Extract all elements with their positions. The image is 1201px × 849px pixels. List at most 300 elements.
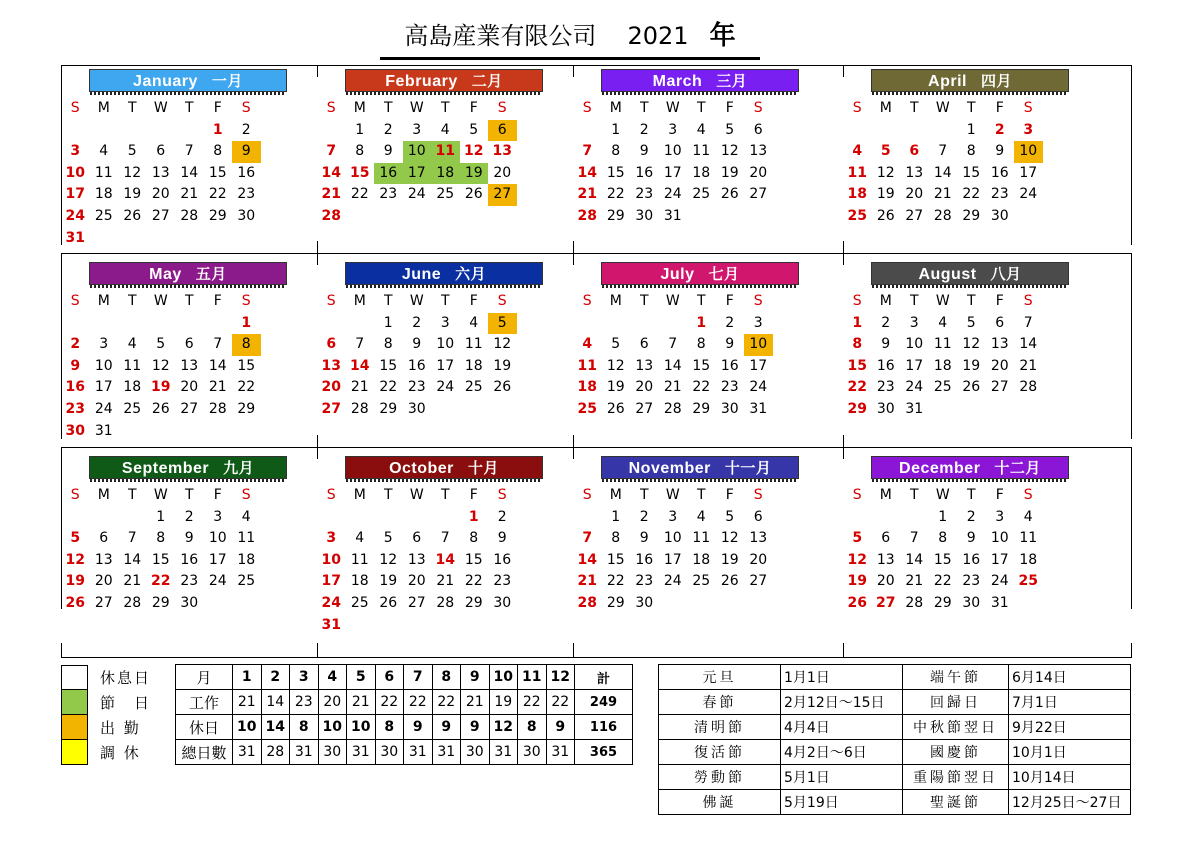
day-cell: 5 (725, 508, 735, 525)
day-cell: 30 (180, 594, 199, 611)
weekday-label: W (935, 487, 950, 503)
month-may (61, 262, 279, 442)
day-cell: 12 (720, 530, 739, 547)
month-name-zh: 八月 (990, 265, 1022, 283)
day-cell: 25 (94, 207, 113, 224)
holiday-row (659, 715, 1131, 740)
weekday-label: T (127, 487, 137, 503)
holiday-name: 勞動節 (659, 765, 781, 790)
day-cell: 6 (326, 336, 337, 353)
day-cell: 7 (938, 143, 948, 160)
day-cell: 14 (1019, 336, 1038, 353)
day-cell: 7 (909, 530, 919, 547)
legend (61, 665, 151, 765)
day-cell: 30 (65, 422, 85, 439)
week-row (573, 163, 791, 185)
weekday-label: M (609, 487, 622, 503)
empty-day (61, 313, 90, 335)
empty-day (602, 313, 631, 335)
stats-cell: 8 (518, 715, 547, 740)
day-cell: 4 (355, 530, 365, 547)
week-row (843, 356, 1061, 378)
month-name: February (385, 73, 458, 90)
week-row (61, 571, 279, 593)
month-name-zh: 十二月 (994, 459, 1041, 477)
stats-row-total: 116 (575, 715, 633, 740)
week-row (61, 507, 279, 529)
weekday-label: T (966, 487, 976, 503)
day-cell: 13 (492, 143, 512, 160)
day-cell: 16 (493, 551, 512, 568)
day-cell: 17 (403, 163, 432, 185)
empty-day (90, 507, 119, 529)
stats-cell: 12 (489, 715, 518, 740)
day-grid (61, 291, 279, 442)
day-cell: 7 (184, 143, 194, 160)
empty-day (1014, 593, 1043, 615)
day-cell: 23 (407, 379, 426, 396)
day-cell: 14 (577, 164, 597, 181)
day-cell: 19 (720, 164, 739, 181)
weekday-label: S (852, 293, 862, 309)
weekday-label: S (326, 293, 336, 309)
weekday-label: S (1023, 100, 1033, 116)
weekday-row (317, 98, 535, 120)
day-cell: 3 (909, 314, 919, 331)
empty-day (900, 507, 929, 529)
day-cell: 25 (123, 400, 142, 417)
weekday-label: F (725, 487, 734, 503)
day-cell: 28 (905, 594, 924, 611)
month-name-zh: 九月 (223, 459, 255, 477)
day-cell: 17 (94, 379, 113, 396)
day-cell: 19 (606, 379, 625, 396)
stats-cell: 30 (375, 740, 404, 765)
weekday-label: F (725, 293, 734, 309)
day-cell: 18 (933, 357, 952, 374)
day-cell: 16 (635, 551, 654, 568)
weekday-label: W (665, 100, 680, 116)
week-row (573, 571, 791, 593)
month-header (601, 262, 799, 285)
empty-day (317, 313, 346, 335)
week-row (61, 334, 279, 356)
year-number: 2021 (627, 22, 689, 50)
frame-line (61, 253, 1132, 254)
stats-cell: 22 (546, 690, 575, 715)
day-cell: 10 (94, 357, 113, 374)
week-row (843, 593, 1061, 615)
empty-day (929, 120, 958, 142)
legend-swatch (61, 715, 88, 740)
stats-cell: 28 (261, 740, 290, 765)
day-cell: 16 (374, 163, 403, 185)
empty-day (986, 399, 1015, 421)
month-header (601, 456, 799, 479)
weekday-label: W (153, 487, 168, 503)
weekday-label: T (696, 100, 706, 116)
empty-day (1014, 399, 1043, 421)
day-cell: 12 (493, 336, 512, 353)
day-cell: 19 (460, 163, 489, 185)
empty-day (61, 507, 90, 529)
day-cell: 27 (407, 594, 426, 611)
day-cell: 17 (208, 551, 227, 568)
day-cell: 18 (431, 163, 460, 185)
day-cell: 12 (379, 551, 398, 568)
empty-day (346, 615, 375, 637)
weekday-label: S (241, 100, 251, 116)
day-cell: 3 (213, 508, 223, 525)
weekday-label: W (153, 100, 168, 116)
day-cell: 9 (412, 336, 422, 353)
month-name: August (918, 266, 977, 283)
day-cell: 28 (321, 207, 341, 224)
empty-day (204, 593, 233, 615)
stats-cell: 21 (347, 690, 376, 715)
month-october (317, 456, 535, 636)
weekday-label: S (753, 487, 763, 503)
day-grid (317, 98, 535, 228)
weekday-label: F (995, 293, 1004, 309)
month-header (601, 69, 799, 92)
empty-day (90, 313, 119, 335)
day-cell: 20 (94, 573, 113, 590)
weekday-label: M (353, 487, 366, 503)
empty-day (118, 507, 147, 529)
day-cell: 23 (635, 186, 654, 203)
day-cell: 22 (606, 573, 625, 590)
day-grid (317, 485, 535, 636)
day-cell: 10 (990, 530, 1009, 547)
day-cell: 12 (876, 164, 895, 181)
day-cell: 19 (720, 551, 739, 568)
day-cell: 7 (127, 530, 137, 547)
frame-line (843, 643, 844, 658)
weekday-row (843, 98, 1061, 120)
day-cell: 1 (611, 121, 621, 138)
day-cell: 3 (412, 121, 422, 138)
day-cell: 21 (933, 186, 952, 203)
day-cell: 2 (412, 314, 422, 331)
month-header (871, 262, 1069, 285)
day-cell: 10 (208, 530, 227, 547)
empty-day (573, 120, 602, 142)
day-cell: 30 (876, 400, 895, 417)
day-cell: 5 (469, 121, 479, 138)
frame-line (1131, 253, 1132, 439)
empty-day (872, 507, 901, 529)
day-cell: 15 (208, 164, 227, 181)
stats-cell: 9 (404, 715, 433, 740)
day-cell: 6 (995, 314, 1005, 331)
stats-cell: 23 (290, 690, 319, 715)
day-cell: 27 (94, 594, 113, 611)
day-cell: 10 (905, 336, 924, 353)
weekday-label: M (879, 100, 892, 116)
empty-day (929, 399, 958, 421)
holiday-date: 6月14日 (1009, 665, 1131, 690)
day-cell: 28 (180, 207, 199, 224)
day-cell: 20 (635, 379, 654, 396)
weekday-row (61, 291, 279, 313)
day-cell: 11 (933, 336, 952, 353)
day-cell: 4 (1023, 508, 1033, 525)
week-row (843, 120, 1061, 142)
empty-day (346, 507, 375, 529)
day-cell: 18 (1019, 551, 1038, 568)
calendar-frame (61, 65, 1132, 658)
day-cell: 16 (990, 164, 1009, 181)
day-cell: 25 (933, 379, 952, 396)
day-cell: 5 (611, 336, 621, 353)
frame-line (61, 65, 1132, 66)
month-name: June (401, 266, 442, 283)
stats-row (176, 715, 633, 740)
day-cell: 2 (725, 314, 735, 331)
day-cell: 8 (696, 336, 706, 353)
holiday-name: 春節 (659, 690, 781, 715)
day-cell: 13 (151, 164, 170, 181)
empty-day (872, 120, 901, 142)
day-cell: 20 (180, 379, 199, 396)
empty-day (374, 206, 403, 228)
day-cell: 31 (65, 229, 85, 246)
weekday-label: T (909, 293, 919, 309)
day-cell: 21 (321, 186, 341, 203)
day-cell: 9 (639, 530, 649, 547)
day-cell: 15 (933, 551, 952, 568)
empty-day (573, 313, 602, 335)
stats-row (176, 690, 633, 715)
day-cell: 24 (749, 379, 768, 396)
week-row (61, 593, 279, 615)
stats-month-number: 1 (233, 665, 262, 690)
day-cell: 27 (876, 594, 896, 611)
day-cell: 12 (847, 551, 867, 568)
week-row (573, 399, 791, 421)
day-cell: 3 (326, 530, 337, 547)
empty-day (175, 421, 204, 443)
holiday-name: 端午節 (903, 665, 1009, 690)
day-cell: 10 (663, 143, 682, 160)
weekday-label: S (70, 100, 80, 116)
day-cell: 4 (241, 508, 251, 525)
weekday-row (317, 485, 535, 507)
stats-month-number: 11 (518, 665, 547, 690)
day-cell: 5 (725, 121, 735, 138)
day-cell: 4 (582, 336, 593, 353)
day-cell: 11 (1019, 530, 1038, 547)
day-cell: 1 (355, 121, 365, 138)
day-cell: 18 (847, 186, 867, 203)
day-cell: 26 (606, 400, 625, 417)
day-cell: 15 (237, 357, 256, 374)
weekday-label: S (582, 293, 592, 309)
month-name: May (149, 266, 182, 283)
week-row (573, 550, 791, 572)
day-cell: 7 (582, 530, 593, 547)
frame-line (1131, 447, 1132, 609)
day-grid (573, 485, 791, 615)
day-cell: 21 (1019, 357, 1038, 374)
day-cell: 17 (905, 357, 924, 374)
day-cell: 26 (720, 186, 739, 203)
empty-day (687, 593, 716, 615)
week-row (573, 356, 791, 378)
empty-day (460, 399, 489, 421)
day-cell: 8 (852, 336, 863, 353)
week-row (61, 120, 279, 142)
frame-line (61, 447, 1132, 448)
day-cell: 23 (379, 186, 398, 203)
week-row (317, 141, 535, 163)
holiday-date: 5月1日 (781, 765, 903, 790)
day-cell: 17 (990, 551, 1009, 568)
stats-row-label: 休日 (176, 715, 233, 740)
day-cell: 29 (847, 400, 867, 417)
day-cell: 24 (94, 400, 113, 417)
day-cell: 8 (156, 530, 166, 547)
week-row (61, 228, 279, 250)
empty-day (488, 615, 517, 637)
day-cell: 7 (1023, 314, 1033, 331)
stats-row-label: 工作 (176, 690, 233, 715)
month-january (61, 69, 279, 249)
day-cell: 18 (464, 357, 483, 374)
day-cell: 22 (962, 186, 981, 203)
stats-cell: 22 (518, 690, 547, 715)
day-cell: 5 (70, 530, 81, 547)
day-cell: 4 (440, 121, 450, 138)
week-row (573, 507, 791, 529)
day-cell: 19 (379, 573, 398, 590)
month-name-zh: 十一月 (724, 459, 772, 477)
day-cell: 14 (577, 551, 597, 568)
stats-month-number: 5 (347, 665, 376, 690)
empty-day (843, 507, 872, 529)
stats-row-total: 365 (575, 740, 633, 765)
day-cell: 2 (639, 121, 649, 138)
week-row (317, 334, 535, 356)
weekday-label: T (696, 293, 706, 309)
day-cell: 27 (749, 186, 768, 203)
day-cell: 15 (464, 551, 483, 568)
day-cell: 23 (720, 379, 739, 396)
day-cell: 6 (753, 508, 763, 525)
weekday-label: M (353, 293, 366, 309)
month-name-zh: 七月 (708, 265, 740, 283)
empty-day (147, 421, 176, 443)
stats-month-number: 4 (318, 665, 347, 690)
weekday-row (573, 98, 791, 120)
day-cell: 14 (905, 551, 924, 568)
week-row (843, 141, 1061, 163)
stats-cell: 10 (318, 715, 347, 740)
holiday-name: 聖誕節 (903, 790, 1009, 815)
day-cell: 28 (933, 207, 952, 224)
day-cell: 30 (493, 594, 512, 611)
day-cell: 26 (123, 207, 142, 224)
weekday-label: M (353, 100, 366, 116)
weekday-label: W (153, 293, 168, 309)
empty-day (204, 313, 233, 335)
day-cell: 15 (962, 164, 981, 181)
day-cell: 16 (720, 357, 739, 374)
empty-day (630, 313, 659, 335)
day-cell: 29 (606, 594, 625, 611)
day-cell: 9 (639, 143, 649, 160)
day-cell: 25 (436, 186, 455, 203)
day-cell: 31 (990, 594, 1009, 611)
day-cell: 4 (469, 314, 479, 331)
day-cell: 17 (436, 357, 455, 374)
stats-cell: 22 (404, 690, 433, 715)
stats-month-number: 8 (432, 665, 461, 690)
empty-day (460, 615, 489, 637)
year-suffix: 年 (709, 21, 736, 51)
day-grid (317, 291, 535, 421)
day-cell: 24 (208, 573, 227, 590)
day-cell: 21 (208, 379, 227, 396)
day-cell: 2 (639, 508, 649, 525)
week-row (843, 571, 1061, 593)
day-cell: 25 (847, 207, 867, 224)
week-row (573, 206, 791, 228)
day-cell: 25 (237, 573, 256, 590)
day-cell: 26 (151, 400, 170, 417)
day-cell: 3 (668, 508, 678, 525)
stats-cell: 14 (261, 690, 290, 715)
holiday-name: 佛誕 (659, 790, 781, 815)
empty-day (431, 206, 460, 228)
day-cell: 21 (577, 186, 597, 203)
weekday-label: T (909, 100, 919, 116)
week-row (317, 206, 535, 228)
day-cell: 3 (99, 336, 109, 353)
week-row (317, 399, 535, 421)
day-cell: 23 (962, 573, 981, 590)
day-cell: 29 (962, 207, 981, 224)
week-row (61, 141, 279, 163)
stats-cell: 9 (461, 715, 490, 740)
day-cell: 29 (151, 594, 170, 611)
weekday-label: F (469, 487, 478, 503)
day-grid (843, 291, 1061, 421)
holiday-row (659, 740, 1131, 765)
day-cell: 23 (876, 379, 895, 396)
day-cell: 25 (350, 594, 369, 611)
day-cell: 12 (720, 143, 739, 160)
legend-item (61, 740, 151, 765)
week-row (843, 550, 1061, 572)
day-cell: 4 (696, 121, 706, 138)
empty-day (403, 507, 432, 529)
day-cell: 11 (350, 551, 369, 568)
weekday-label: S (497, 487, 507, 503)
legend-item (61, 715, 151, 740)
day-cell: 16 (237, 164, 256, 181)
day-cell: 14 (435, 551, 455, 568)
day-cell: 13 (407, 551, 426, 568)
week-row (61, 163, 279, 185)
day-cell: 19 (876, 186, 895, 203)
empty-day (488, 206, 517, 228)
day-cell: 9 (881, 336, 891, 353)
week-row (573, 313, 791, 335)
empty-day (147, 228, 176, 250)
month-name-zh: 二月 (471, 72, 503, 90)
